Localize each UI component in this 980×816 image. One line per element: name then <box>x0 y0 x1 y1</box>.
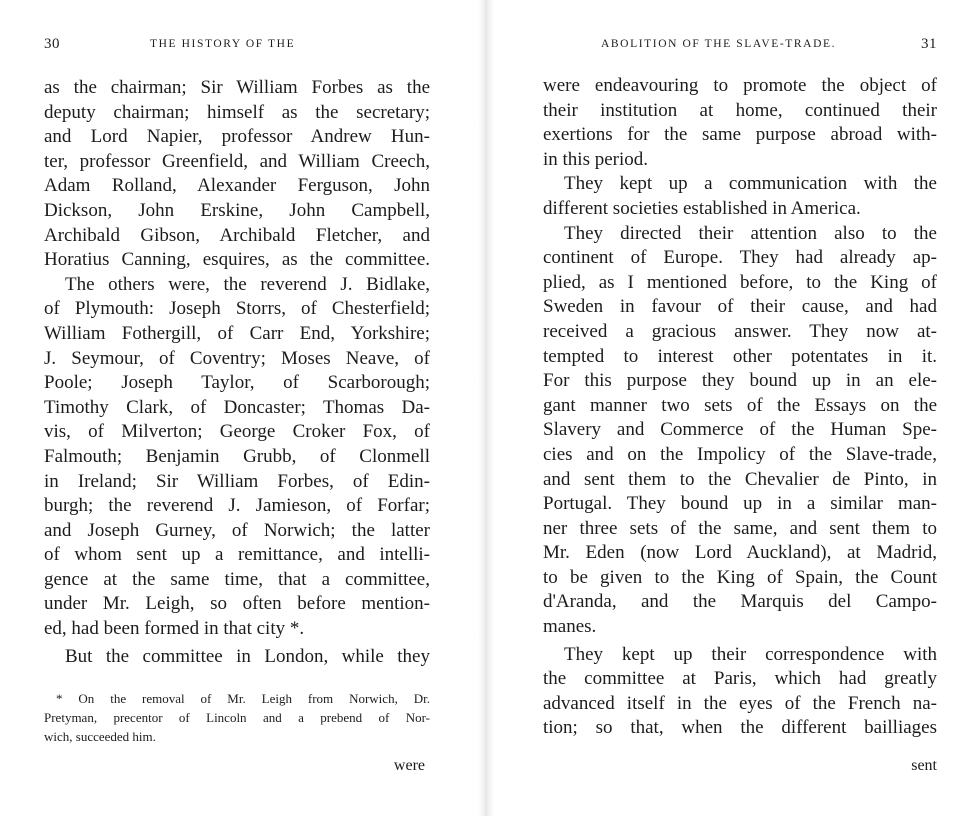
text-line: Poole; Joseph Taylor, of Scarborough; <box>44 372 430 394</box>
left-catchword: were <box>393 757 425 774</box>
right-page-number: 31 <box>921 36 937 52</box>
text-line: d'Aranda, and the Marquis del Campo- <box>543 591 937 613</box>
left-page <box>44 0 430 816</box>
text-line: Slavery and Commerce of the Human Spe- <box>543 419 937 441</box>
text-line: ner three sets of the same, and sent them to <box>543 517 937 539</box>
text-line: received a gracious answer. They now at- <box>543 320 937 342</box>
text-line: tempted to interest other potentates in it. <box>543 345 937 367</box>
footnote-line: Pretyman, precentor of Lincoln and a prebend of Nor- <box>44 710 430 725</box>
text-line: burgh; the reverend J. Jamieson, of Forfar; <box>44 495 430 517</box>
text-line: Dickson, John Erskine, John Campbell, <box>44 199 430 221</box>
text-line: in Ireland; Sir William Forbes, of Edin- <box>44 470 430 492</box>
text-line: in this period. <box>543 148 649 170</box>
text-line: gant manner two sets of the Essays on the <box>543 394 937 416</box>
text-line: continent of Europe. They had already ap- <box>543 247 937 269</box>
text-line: William Fothergill, of Carr End, Yorkshire; <box>44 322 430 344</box>
text-line: under Mr. Leigh, so often before mention- <box>44 593 430 615</box>
text-line: They directed their attention also to the <box>564 222 937 244</box>
text-line: their institution at home, continued their <box>543 99 937 121</box>
right-body-text <box>543 74 937 741</box>
text-line: plied, as I mentioned before, to the King of <box>543 271 937 293</box>
text-line: were endeavouring to promote the object of <box>543 75 937 96</box>
right-page <box>543 0 937 816</box>
left-running-head <box>44 38 430 58</box>
left-running-title: THE HISTORY OF THE <box>150 38 296 50</box>
text-line: of whom sent up a remittance, and intelli- <box>44 544 430 566</box>
left-page-number: 30 <box>44 36 60 52</box>
text-line: cies and on the Impolicy of the Slave-trade, <box>543 443 937 465</box>
text-line: of Plymouth: Joseph Storrs, of Chesterfield; <box>44 298 430 320</box>
text-line: as the chairman; Sir William Forbes as the <box>44 77 430 98</box>
text-line: J. Seymour, of Coventry; Moses Neave, of <box>44 347 430 369</box>
text-line: Horatius Canning, esquires, as the committee. <box>44 249 430 271</box>
text-line: vis, of Milverton; George Croker Fox, of <box>44 421 430 443</box>
text-line: and sent them to the Chevalier de Pinto, in <box>543 468 937 490</box>
text-line: and Lord Napier, professor Andrew Hun- <box>44 126 430 148</box>
footnote-line: wich, succeeded him. <box>44 729 156 744</box>
left-body-text <box>44 76 430 669</box>
footnote <box>44 689 430 746</box>
text-line: and Joseph Gurney, of Norwich; the latter <box>44 519 430 541</box>
right-running-title: ABOLITION OF THE SLAVE-TRADE. <box>601 38 837 50</box>
text-line: But the committee in London, while they <box>65 645 430 667</box>
text-line: For this purpose they bound up in an ele- <box>543 370 937 392</box>
text-line: different societies established in America. <box>543 197 861 219</box>
text-line: Sweden in favour of their cause, and had <box>543 296 937 318</box>
text-line: ter, professor Greenfield, and William Creech, <box>44 150 430 172</box>
text-line: advanced itself in the eyes of the French na- <box>543 692 937 714</box>
text-line: ed, had been formed in that city *. <box>44 618 305 640</box>
footnote-line: * On the removal of Mr. Leigh from Norwich, Dr. <box>56 691 430 706</box>
text-line: They kept up their correspondence with <box>564 643 937 665</box>
text-line: Falmouth; Benjamin Grubb, of Clonmell <box>44 445 430 467</box>
text-line: Timothy Clark, of Doncaster; Thomas Da- <box>44 396 430 418</box>
text-line: exertions for the same purpose abroad with- <box>543 124 937 146</box>
text-line: Archibald Gibson, Archibald Fletcher, and <box>44 224 430 246</box>
book-gutter <box>478 0 494 816</box>
text-line: The others were, the reverend J. Bidlake, <box>65 273 430 295</box>
text-line: the committee at Paris, which had greatly <box>543 668 937 690</box>
text-line: They kept up a communication with the <box>564 173 937 195</box>
text-line: manes. <box>543 616 597 638</box>
text-line: Adam Rolland, Alexander Ferguson, John <box>44 175 430 197</box>
text-line: gence at the same time, that a committee, <box>44 568 430 590</box>
right-catchword: sent <box>911 757 937 774</box>
text-line: deputy chairman; himself as the secretary; <box>44 101 430 123</box>
text-line: Portugal. They bound up in a similar man- <box>543 493 937 515</box>
text-line: tion; so that, when the different bailliages <box>543 717 937 739</box>
text-line: Mr. Eden (now Lord Auckland), at Madrid, <box>543 542 937 564</box>
right-running-head <box>543 38 937 58</box>
text-line: to be given to the King of Spain, the Count <box>543 566 937 588</box>
